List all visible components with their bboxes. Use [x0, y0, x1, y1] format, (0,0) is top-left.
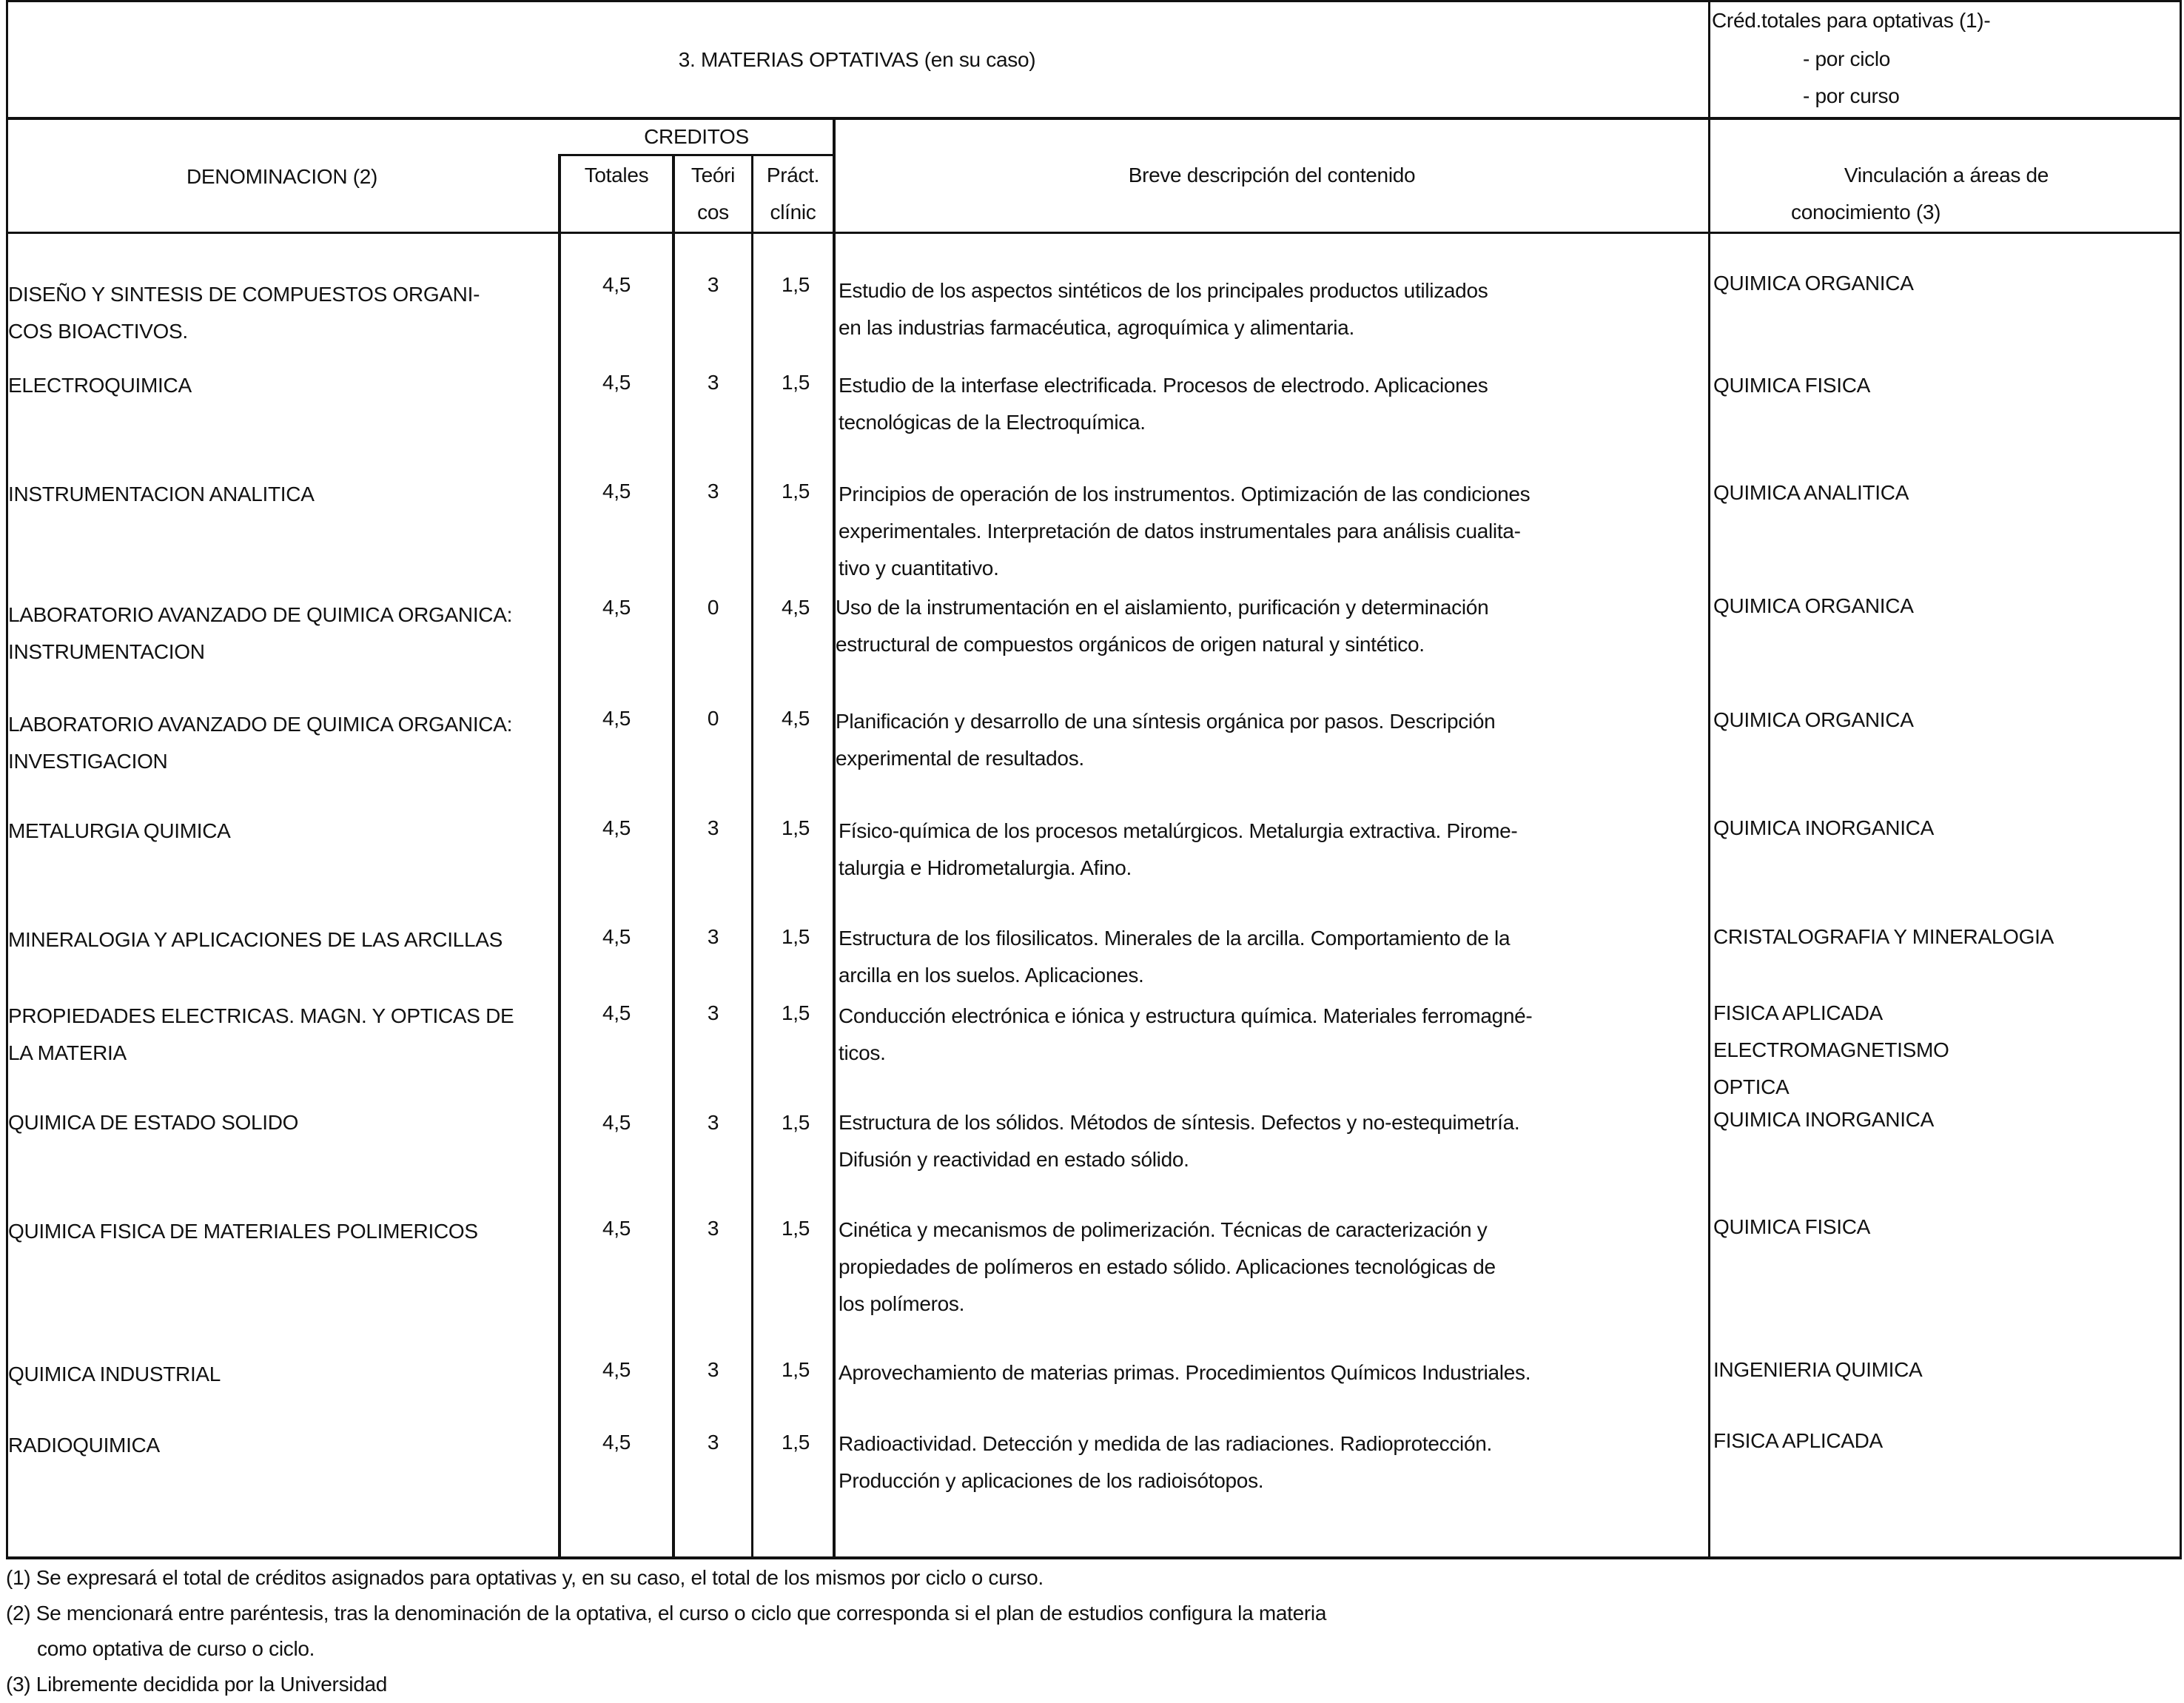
- table-row: [0, 476, 2184, 580]
- column-header-creditos: CREDITOS: [644, 125, 749, 148]
- row-practicos: 4,5: [781, 707, 810, 730]
- row-practicos: 1,5: [781, 1001, 810, 1024]
- row-descripcion: Principios de operación de los instrumentos. Optimización de las condiciones experimentales. Interpretación de datos instrumentales para análisis cualita- tivo y cuantitativo.: [839, 483, 1531, 580]
- row-practicos: 1,5: [781, 480, 810, 503]
- row-teoricos: 3: [707, 480, 719, 503]
- cred-totales-label: Créd.totales para optativas (1)-: [1712, 9, 1991, 32]
- footnote-1: (1) Se expresará el total de créditos asignados para optativas y, en su caso, el total de los mismos por ciclo o curso.: [6, 1566, 1044, 1589]
- row-practicos: 1,5: [781, 1111, 810, 1134]
- row-teoricos: 3: [707, 925, 719, 948]
- por-curso-label: - por curso: [1803, 84, 1900, 107]
- row-totales: 4,5: [602, 816, 631, 839]
- header-separator: [6, 117, 2182, 120]
- table-row: [0, 998, 2184, 1098]
- row-practicos: 1,5: [781, 816, 810, 839]
- col-line-area: [1708, 118, 1710, 1559]
- row-area: CRISTALOGRAFIA Y MINERALOGIA: [1713, 925, 2054, 948]
- column-header-vinculacion-2: conocimiento (3): [1791, 201, 1941, 224]
- column-header-descripcion: Breve descripción del contenido: [1128, 164, 1416, 187]
- col-line-practicos: [751, 154, 753, 1559]
- table-row: [0, 1213, 2184, 1315]
- row-practicos: 1,5: [781, 1358, 810, 1381]
- row-area: FISICA APLICADA ELECTROMAGNETISMO OPTICA: [1713, 1001, 1949, 1098]
- row-descripcion: Radioactividad. Detección y medida de las radiaciones. Radioprotección. Producción y aplicaciones de los radioisótopos.: [839, 1432, 1492, 1492]
- row-teoricos: 3: [707, 1001, 719, 1024]
- row-area: QUIMICA ANALITICA: [1713, 481, 1909, 504]
- table-title: 3. MATERIAS OPTATIVAS (en su caso): [678, 48, 1036, 71]
- row-totales: 4,5: [602, 273, 631, 296]
- row-denominacion: QUIMICA DE ESTADO SOLIDO: [8, 1111, 299, 1134]
- column-header-pract-1: Práct.: [766, 164, 820, 187]
- row-denominacion: MINERALOGIA Y APLICACIONES DE LAS ARCILLAS: [8, 928, 503, 951]
- por-ciclo-label: - por ciclo: [1803, 47, 1891, 70]
- row-teoricos: 0: [707, 596, 719, 619]
- column-header-totales: Totales: [584, 164, 649, 187]
- row-totales: 4,5: [602, 1001, 631, 1024]
- table-row: [0, 813, 2184, 879]
- row-area: INGENIERIA QUIMICA: [1713, 1358, 1923, 1381]
- row-descripcion: Conducción electrónica e iónica y estructura química. Materiales ferromagné- ticos.: [839, 1004, 1533, 1064]
- column-header-vinculacion-1: Vinculación a áreas de: [1844, 164, 2049, 187]
- column-header-pract-2: clínic: [770, 201, 816, 224]
- column-header-bottom: [6, 232, 2182, 234]
- row-denominacion: PROPIEDADES ELECTRICAS. MAGN. Y OPTICAS DE LA MATERIA: [8, 1004, 514, 1064]
- row-teoricos: 3: [707, 1217, 719, 1240]
- row-denominacion: LABORATORIO AVANZADO DE QUIMICA ORGANICA: INSTRUMENTACION: [8, 603, 513, 663]
- table-row: [0, 594, 2184, 663]
- footnote-2-continued: como optativa de curso o ciclo.: [37, 1637, 315, 1660]
- row-descripcion: Planificación y desarrollo de una síntesis orgánica por pasos. Descripción experimental de resultados.: [836, 710, 1496, 770]
- row-teoricos: 3: [707, 371, 719, 394]
- row-area: QUIMICA INORGANICA: [1713, 816, 1934, 839]
- row-descripcion: Cinética y mecanismos de polimerización. Técnicas de caracterización y propiedades de polímeros en estado sólido. Aplicaciones tecnológicas de los polímeros.: [839, 1218, 1496, 1315]
- row-descripcion: Aprovechamiento de materias primas. Procedimientos Químicos Industriales.: [839, 1361, 1531, 1384]
- row-denominacion: QUIMICA INDUSTRIAL: [8, 1363, 221, 1385]
- row-descripcion: Físico-química de los procesos metalúrgicos. Metalurgia extractiva. Pirome- talurgia e Hidrometalurgia. Afino.: [839, 819, 1518, 879]
- row-area: FISICA APLICADA: [1713, 1429, 1883, 1452]
- table-row: [0, 706, 2184, 773]
- row-area: QUIMICA ORGANICA: [1713, 594, 1914, 617]
- row-totales: 4,5: [602, 1431, 631, 1454]
- table-row: [0, 921, 2184, 987]
- row-area: QUIMICA FISICA: [1713, 374, 1871, 397]
- column-header-teori-1: Teóri: [691, 164, 736, 187]
- row-descripcion: Estudio de los aspectos sintéticos de los principales productos utilizados en las industrias farmacéutica, agroquímica y alimentaria.: [839, 279, 1488, 339]
- row-denominacion: DISEÑO Y SINTESIS DE COMPUESTOS ORGANI- COS BIOACTIVOS.: [8, 283, 480, 343]
- footnote-2: (2) Se mencionará entre paréntesis, tras la denominación de la optativa, el curso o ciclo que corresponda si el plan de estudios configura la materia: [6, 1602, 1327, 1625]
- table-row: [0, 1104, 2184, 1171]
- row-practicos: 1,5: [781, 371, 810, 394]
- table-row: [0, 1356, 2184, 1385]
- row-teoricos: 0: [707, 707, 719, 730]
- row-area: QUIMICA ORGANICA: [1713, 708, 1914, 731]
- col-line-descripcion: [833, 118, 836, 1559]
- row-totales: 4,5: [602, 1358, 631, 1381]
- row-denominacion: ELECTROQUIMICA: [8, 374, 192, 397]
- row-totales: 4,5: [602, 480, 631, 503]
- table-row: [0, 272, 2184, 343]
- row-practicos: 1,5: [781, 273, 810, 296]
- row-totales: 4,5: [602, 1111, 631, 1134]
- row-denominacion: LABORATORIO AVANZADO DE QUIMICA ORGANICA: INVESTIGACION: [8, 713, 513, 773]
- row-practicos: 1,5: [781, 1431, 810, 1454]
- footnote-3: (3) Libremente decidida por la Universidad: [6, 1673, 388, 1696]
- row-teoricos: 3: [707, 1431, 719, 1454]
- column-header-denominacion: DENOMINACION (2): [186, 165, 378, 188]
- row-teoricos: 3: [707, 1111, 719, 1134]
- row-area: QUIMICA FISICA: [1713, 1215, 1871, 1238]
- table-row: [0, 367, 2184, 434]
- row-totales: 4,5: [602, 371, 631, 394]
- row-area: QUIMICA INORGANICA: [1713, 1108, 1934, 1131]
- row-teoricos: 3: [707, 816, 719, 839]
- row-teoricos: 3: [707, 273, 719, 296]
- row-descripcion: Uso de la instrumentación en el aislamiento, purificación y determinación estructural de compuestos orgánicos de origen natural y sintético.: [836, 596, 1489, 656]
- row-practicos: 1,5: [781, 1217, 810, 1240]
- row-practicos: 1,5: [781, 925, 810, 948]
- row-denominacion: RADIOQUIMICA: [8, 1434, 160, 1457]
- table-row: [0, 1427, 2184, 1492]
- row-descripcion: Estudio de la interfase electrificada. Procesos de electrodo. Aplicaciones tecnológicas de la Electroquímica.: [839, 374, 1488, 434]
- title-divider: [1708, 0, 1710, 118]
- row-totales: 4,5: [602, 707, 631, 730]
- row-practicos: 4,5: [781, 596, 810, 619]
- row-totales: 4,5: [602, 925, 631, 948]
- row-descripcion: Estructura de los sólidos. Métodos de síntesis. Defectos y no-estequimetría. Difusión y reactividad en estado sólido.: [839, 1111, 1520, 1171]
- column-header-teori-2: cos: [697, 201, 729, 224]
- row-totales: 4,5: [602, 596, 631, 619]
- row-denominacion: INSTRUMENTACION ANALITICA: [8, 483, 315, 505]
- row-area: QUIMICA ORGANICA: [1713, 272, 1914, 295]
- row-teoricos: 3: [707, 1358, 719, 1381]
- row-denominacion: QUIMICA FISICA DE MATERIALES POLIMERICOS: [8, 1220, 478, 1243]
- row-totales: 4,5: [602, 1217, 631, 1240]
- row-denominacion: METALURGIA QUIMICA: [8, 819, 231, 842]
- row-descripcion: Estructura de los filosilicatos. Minerales de la arcilla. Comportamiento de la arcilla en los suelos. Aplicaciones.: [839, 927, 1511, 987]
